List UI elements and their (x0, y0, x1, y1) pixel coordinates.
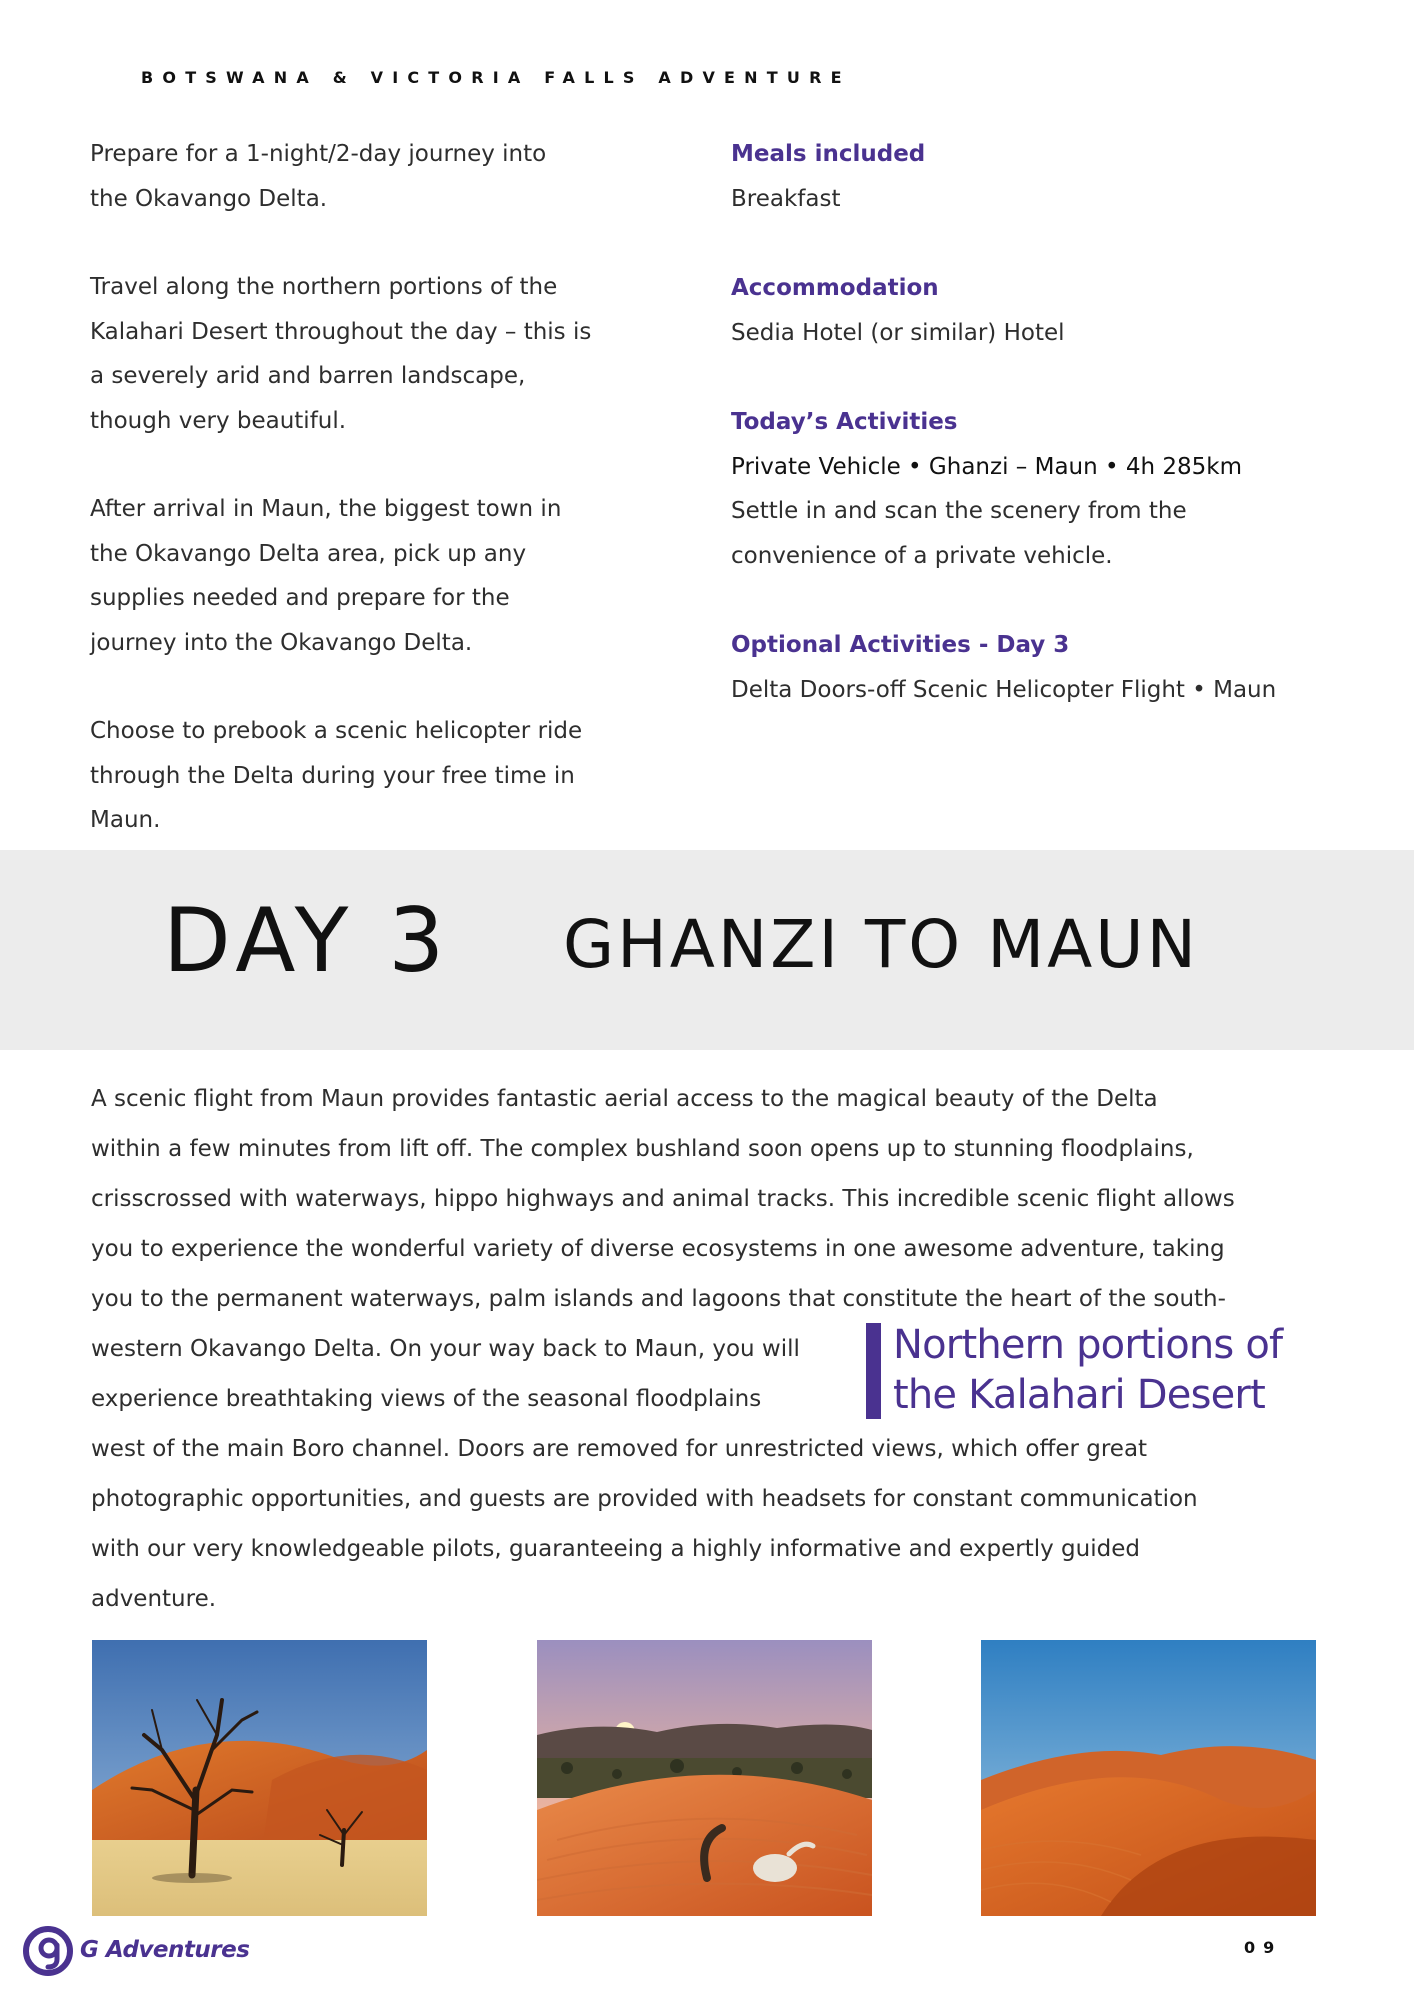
running-title: BOTSWANA & VICTORIA FALLS ADVENTURE (141, 68, 851, 87)
intro-paragraph: Choose to prebook a scenic helicopter ride through the Delta during your free time in Maun. (90, 718, 583, 833)
g-adventures-logo-icon (22, 1925, 74, 1977)
meals-value: Breakfast (731, 185, 841, 212)
intro-column (90, 132, 670, 887)
text-line: within a few minutes from lift off. The complex bushland soon opens up to stunning floodplains, (91, 1136, 1194, 1162)
intro-paragraph: Prepare for a 1-night/2-day journey into the Okavango Delta. (90, 141, 547, 212)
optional-activities-block (731, 623, 1371, 712)
meals-label: Meals included (731, 141, 926, 167)
pull-quote-text: Northern portions of the Kalahari Desert (893, 1322, 1283, 1418)
text-line: with our very knowledgeable pilots, guaranteeing a highly informative and expertly guided (91, 1536, 1140, 1562)
brand-name: G Adventures (80, 1937, 250, 1963)
activity-description: convenience of a private vehicle. (731, 542, 1113, 569)
accommodation-label: Accommodation (731, 275, 939, 301)
text-line: west of the main Boro channel. Doors are removed for unrestricted views, which offer great (91, 1436, 1148, 1462)
photo-dead-trees (92, 1640, 427, 1916)
text-line: crisscrossed with waterways, hippo highways and animal tracks. This incredible scenic flight allows (91, 1186, 1235, 1212)
activity-title: Private Vehicle • Ghanzi – Maun • 4h 285km (731, 453, 1243, 480)
pull-quote (866, 1320, 1286, 1416)
photo-red-dunes (981, 1640, 1316, 1916)
trip-info-column (731, 132, 1371, 757)
pull-quote-bar (866, 1323, 881, 1419)
activities-block (731, 400, 1371, 578)
page-number: 09 (1244, 1938, 1283, 1957)
intro-paragraph: After arrival in Maun, the biggest town in the Okavango Delta area, pick up any supplies needed and prepare for the journey into the Okavango Delta. (90, 496, 562, 656)
text-line: you to experience the wonderful variety of diverse ecosystems in one awesome adventure, taking (91, 1236, 1225, 1262)
accommodation-block (731, 266, 1371, 355)
activities-label: Today’s Activities (731, 409, 958, 435)
optional-activity: Delta Doors-off Scenic Helicopter Flight • Maun (731, 676, 1277, 703)
text-line: A scenic flight from Maun provides fantastic aerial access to the magical beauty of the Delta (91, 1086, 1158, 1112)
accommodation-value: Sedia Hotel (or similar) Hotel (731, 319, 1065, 346)
day-title: GHANZI TO MAUN (563, 906, 1199, 983)
text-line: adventure. (91, 1586, 217, 1612)
activity-description: Settle in and scan the scenery from the (731, 498, 1187, 524)
optional-activities-label: Optional Activities - Day 3 (731, 632, 1070, 658)
text-line: you to the permanent waterways, palm islands and lagoons that constitute the heart of the south- (91, 1286, 1226, 1312)
intro-paragraph: Travel along the northern portions of the Kalahari Desert throughout the day – this is a severely arid and barren landscape, though very beautiful. (90, 274, 592, 434)
meals-block (731, 132, 1371, 221)
text-line: western Okavango Delta. On your way back to Maun, you will (91, 1336, 800, 1362)
photo-desert-sunset (537, 1640, 872, 1916)
brand-logo (22, 1925, 250, 1977)
text-line: experience breathtaking views of the seasonal floodplains (91, 1386, 762, 1412)
text-line: photographic opportunities, and guests are provided with headsets for constant communication (91, 1486, 1198, 1512)
day-number: DAY 3 (163, 889, 451, 992)
